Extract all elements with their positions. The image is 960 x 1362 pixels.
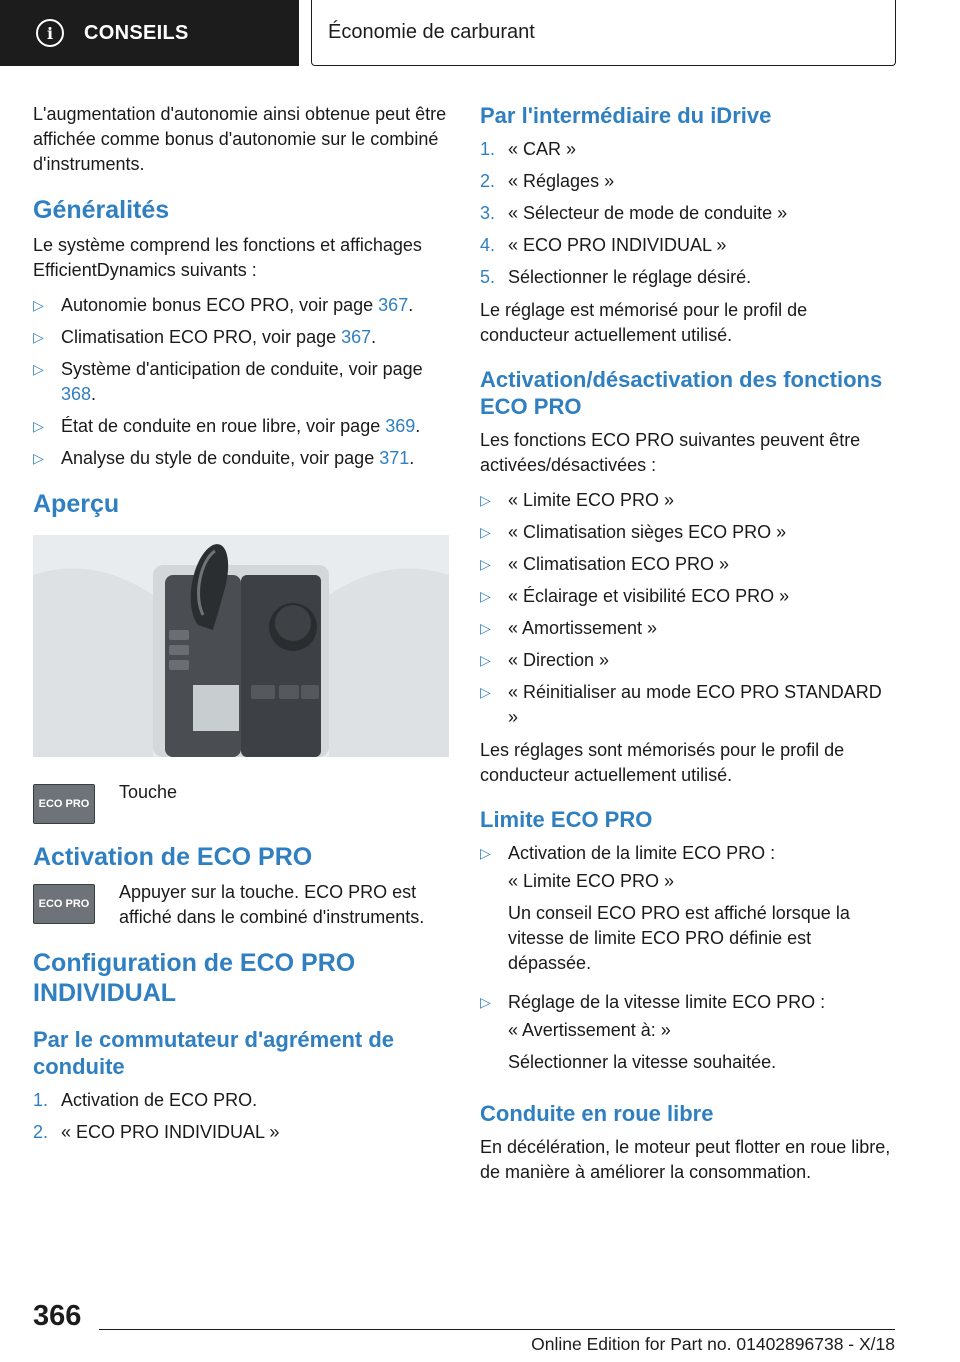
heading-activation-desactivation: Activation/désactivation des fonctions ECO PRO: [480, 367, 883, 419]
heading-roue-libre: Conduite en roue libre: [480, 1101, 714, 1126]
idrive-note: Le réglage est mémorisé pour le profil de conducteur actuellement utilisé.: [480, 300, 808, 345]
activation-desactivation-note: Les réglages sont mémorisés pour le profil de conducteur actuellement utilisé.: [480, 740, 845, 785]
triangle-bullet-icon: ▷: [480, 652, 491, 668]
step-item: 4. « ECO PRO INDIVIDUAL »: [480, 235, 727, 255]
page-reference-link[interactable]: 367: [378, 295, 409, 315]
left-column: [33, 102, 449, 1153]
step-item: 5. Sélectionner le réglage désiré.: [480, 267, 752, 287]
page-reference-link[interactable]: 369: [385, 416, 416, 436]
list-item: ▷ « Climatisation ECO PRO »: [480, 552, 896, 577]
heading-apercu: Aperçu: [33, 490, 120, 518]
roue-libre-text: En décélération, le moteur peut flotter en roue libre, de manière à améliorer la consommation.: [480, 1137, 891, 1182]
triangle-bullet-icon: ▷: [33, 418, 44, 434]
activation-row: [33, 880, 449, 930]
triangle-bullet-icon: ▷: [33, 297, 44, 313]
triangle-bullet-icon: ▷: [480, 524, 491, 540]
eco-pro-button: ECO PRO: [33, 884, 95, 924]
touche-row: [33, 780, 449, 824]
subheading-commutateur: Par le commutateur d'agrément de conduite: [33, 1027, 395, 1079]
heading-activation: Activation de ECO PRO: [33, 843, 313, 871]
list-item: ▷ « Éclairage et visibilité ECO PRO »: [480, 584, 896, 609]
right-column: [480, 102, 896, 1195]
step-item: 3. « Sélecteur de mode de conduite »: [480, 203, 788, 223]
list-item: ▷ État de conduite en roue libre, voir page 369.: [33, 414, 449, 439]
list-item: ▷ Analyse du style de conduite, voir page 371.: [33, 446, 449, 471]
list-item: ▷ Activation de la limite ECO PRO : « Limite ECO PRO » Un conseil ECO PRO est affiché lorsque la vitesse de limite ECO PRO définie est dépassée.: [480, 841, 896, 983]
page-reference-link[interactable]: 367: [341, 327, 372, 347]
generalites-text: Le système comprend les fonctions et affichages EfficientDynamics suivants :: [33, 235, 422, 280]
triangle-bullet-icon: ▷: [480, 556, 491, 572]
list-item: ▷ « Direction »: [480, 648, 896, 673]
list-item: ▷ Réglage de la vitesse limite ECO PRO : « Avertissement à: » Sélectionner la vitesse souhaitée.: [480, 990, 896, 1082]
list-item: ▷ Climatisation ECO PRO, voir page 367.: [33, 325, 449, 350]
page-reference-link[interactable]: 371: [379, 448, 410, 468]
idrive-steps: [480, 137, 896, 290]
step-item: 1. « CAR »: [480, 139, 577, 159]
generalites-list: [33, 293, 449, 471]
triangle-bullet-icon: ▷: [480, 684, 491, 700]
step-item: 2. « ECO PRO INDIVIDUAL »: [33, 1122, 280, 1142]
page-reference-link[interactable]: 368: [61, 384, 92, 404]
step-item: 2. « Réglages »: [480, 171, 615, 191]
list-item: ▷ « Amortissement »: [480, 616, 896, 641]
step-item: 1. Activation de ECO PRO.: [33, 1090, 258, 1110]
heading-idrive: Par l'intermédiaire du iDrive: [480, 103, 772, 128]
list-item: ▷ « Limite ECO PRO »: [480, 488, 896, 513]
triangle-bullet-icon: ▷: [33, 450, 44, 466]
section-tag: CONSEILS: [84, 21, 189, 44]
center-console-photo: [33, 535, 449, 757]
triangle-bullet-icon: ▷: [480, 620, 491, 636]
info-icon: i: [36, 19, 64, 47]
activation-desactivation-text: Les fonctions ECO PRO suivantes peuvent être activées/désactivées :: [480, 430, 861, 475]
eco-pro-functions-list: [480, 488, 896, 730]
activation-text: Appuyer sur la touche. ECO PRO est affiché dans le combiné d'instruments.: [119, 882, 425, 927]
configuration-steps: [33, 1088, 449, 1145]
section-tab: [0, 0, 299, 66]
triangle-bullet-icon: ▷: [33, 329, 44, 345]
limite-list: [480, 841, 896, 1082]
intro-paragraph: L'augmentation d'autonomie ainsi obtenue peut être affichée comme bonus d'autonomie sur le combiné d'instruments.: [33, 104, 447, 174]
page-number: 366: [33, 1300, 82, 1332]
triangle-bullet-icon: ▷: [480, 588, 491, 604]
list-item: ▷ « Climatisation sièges ECO PRO »: [480, 520, 896, 545]
triangle-bullet-icon: ▷: [480, 492, 491, 508]
footer-edition: Online Edition for Part no. 01402896738 - X/18: [531, 1334, 895, 1354]
list-item: ▷ Système d'anticipation de conduite, voir page 368.: [33, 357, 449, 407]
footer-divider: [99, 1329, 895, 1330]
eco-pro-button: ECO PRO: [33, 784, 95, 824]
triangle-bullet-icon: ▷: [33, 361, 44, 377]
heading-configuration: Configuration de ECO PRO INDIVIDUAL: [33, 949, 356, 1007]
chapter-title: Économie de carburant: [311, 0, 896, 66]
touche-label: Touche: [119, 782, 178, 802]
list-item: ▷ Autonomie bonus ECO PRO, voir page 367.: [33, 293, 449, 318]
triangle-bullet-icon: ▷: [480, 845, 491, 861]
list-item: ▷ « Réinitialiser au mode ECO PRO STANDARD »: [480, 680, 896, 730]
heading-limite: Limite ECO PRO: [480, 807, 653, 832]
heading-generalites: Généralités: [33, 196, 170, 224]
triangle-bullet-icon: ▷: [480, 994, 491, 1010]
